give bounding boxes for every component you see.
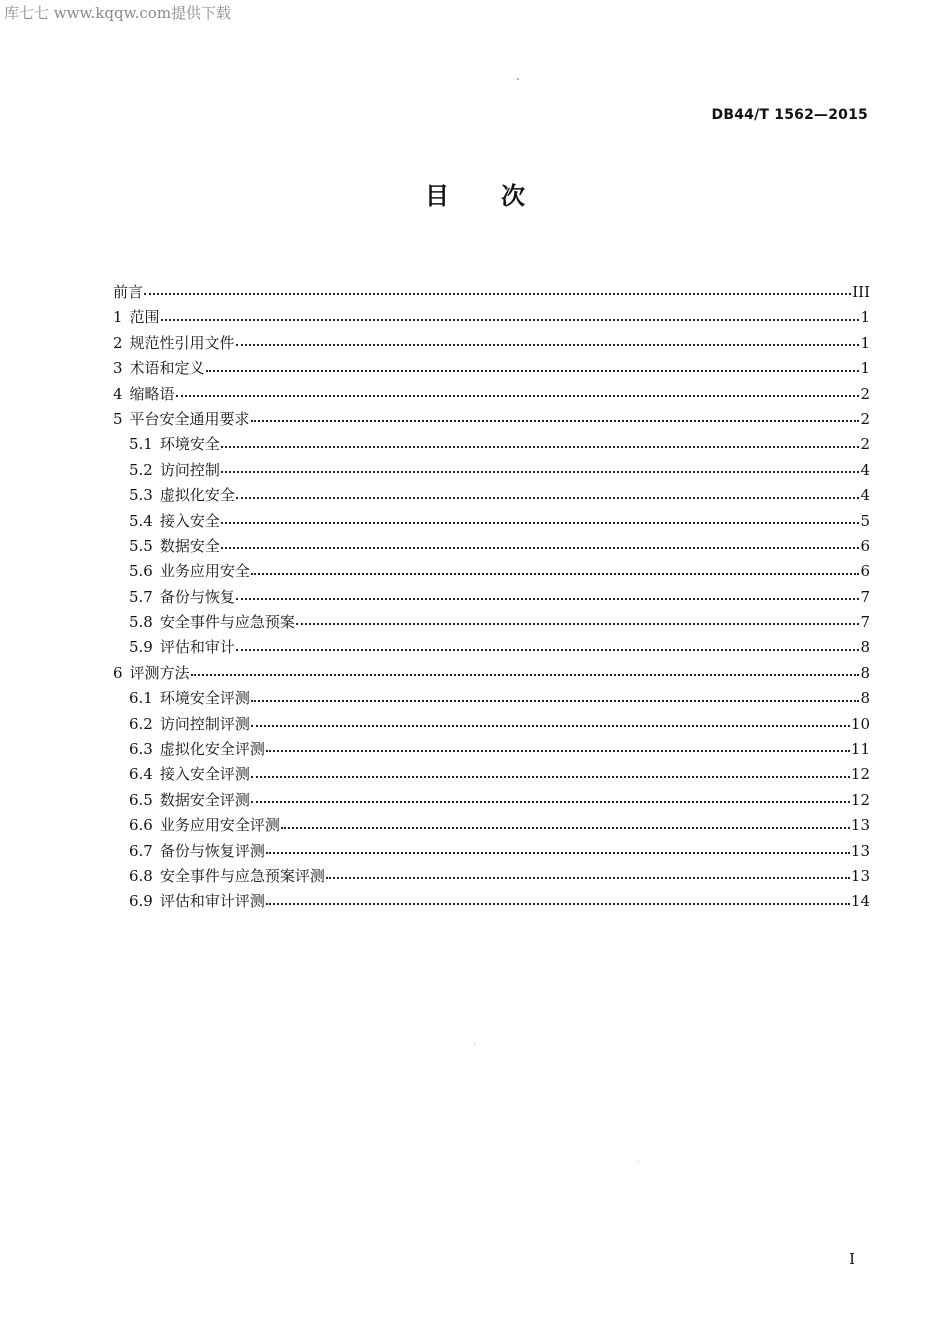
toc-entry-number: 6.6: [129, 816, 153, 835]
toc-dot-leader: [221, 522, 860, 524]
toc-entry[interactable]: [113, 305, 870, 330]
toc-entry-title: 业务应用安全: [159, 562, 250, 581]
toc-entry-number: 6.1: [129, 689, 153, 708]
toc-entry[interactable]: [113, 483, 870, 508]
toc-dot-leader: [326, 877, 850, 879]
toc-entry-label: [113, 432, 220, 457]
toc-entry-label: [113, 331, 235, 356]
toc-entry-label: [113, 585, 235, 610]
toc-entry-label: [113, 534, 220, 559]
toc-entry-title: 范围: [129, 308, 160, 327]
toc-entry-title: 数据安全: [159, 536, 220, 555]
toc-entry-number: 5.5: [129, 536, 153, 555]
toc-entry[interactable]: [113, 839, 870, 864]
toc-entry-title: 平台安全通用要求: [129, 409, 250, 428]
toc-entry-label: [113, 661, 190, 686]
toc-entry-label: [113, 762, 250, 787]
toc-entry-label: [113, 458, 220, 483]
toc-entry-label: [113, 864, 325, 889]
toc-entry-label: [113, 356, 205, 381]
toc-entry-number: 5.2: [129, 460, 153, 479]
page-title-char-1: 目: [425, 182, 449, 210]
toc-entry-page: 13: [850, 866, 870, 885]
toc-entry[interactable]: [113, 813, 870, 838]
toc-entry[interactable]: [113, 610, 870, 635]
toc-entry-title: 前言: [113, 283, 144, 301]
toc-entry-number: 6: [113, 663, 123, 682]
toc-entry-title: 备份与恢复评测: [159, 841, 265, 860]
toc-entry-number: 6.3: [129, 740, 153, 759]
toc-entry[interactable]: [113, 686, 870, 711]
toc-entry[interactable]: [113, 331, 870, 356]
toc-entry-title: 安全事件与应急预案评测: [159, 866, 325, 885]
toc-entry-page: 13: [850, 841, 870, 860]
toc-entry-number: 6.5: [129, 790, 153, 809]
document-number: DB44/T 1562—2015: [711, 107, 868, 123]
toc-entry-title: 接入安全评测: [159, 765, 250, 784]
toc-entry[interactable]: [113, 889, 870, 914]
toc-entry[interactable]: [113, 458, 870, 483]
toc-entry-page: 11: [850, 740, 870, 759]
toc-entry-title: 虚拟化安全: [159, 486, 235, 505]
toc-entry-page: 5: [860, 511, 870, 530]
toc-entry-page: 2: [860, 435, 870, 454]
toc-entry[interactable]: [113, 509, 870, 534]
toc-entry-page: 6: [860, 562, 870, 581]
toc-entry-label: [113, 559, 250, 584]
toc-dot-leader: [251, 420, 860, 422]
toc-entry-title: 评估和审计: [159, 638, 235, 657]
toc-dot-leader: [266, 750, 850, 752]
toc-dot-leader: [236, 598, 860, 600]
toc-dot-leader: [221, 446, 860, 448]
toc-dot-leader: [251, 776, 850, 778]
toc-entry[interactable]: [113, 559, 870, 584]
toc-entry[interactable]: [113, 788, 870, 813]
toc-dot-leader: [221, 547, 860, 549]
toc-dot-leader: [236, 497, 860, 499]
toc-entry-label: [113, 839, 265, 864]
toc-entry-page: 7: [860, 613, 870, 632]
toc-entry-page: 7: [860, 587, 870, 606]
toc-entry-title: 缩略语: [129, 384, 175, 403]
watermark-text: 库七七 www.kqqw.com提供下载: [4, 4, 232, 22]
toc-entry-title: 评测方法: [129, 663, 190, 682]
toc-dot-leader: [266, 903, 850, 905]
toc-dot-leader: [251, 725, 850, 727]
toc-entry-label: [113, 280, 143, 305]
toc-entry-page: 4: [860, 486, 870, 505]
toc-entry[interactable]: [113, 280, 870, 305]
toc-entry[interactable]: [113, 712, 870, 737]
toc-entry[interactable]: [113, 356, 870, 381]
toc-entry-page: III: [852, 283, 870, 301]
toc-entry[interactable]: [113, 762, 870, 787]
toc-dot-leader: [236, 649, 860, 651]
toc-dot-leader: [191, 674, 860, 676]
toc-dot-leader: [221, 471, 860, 473]
table-of-contents: [113, 280, 870, 915]
toc-entry-page: 8: [860, 689, 870, 708]
toc-entry-title: 术语和定义: [129, 359, 205, 378]
toc-entry[interactable]: [113, 534, 870, 559]
toc-entry-number: 2: [113, 333, 123, 352]
toc-entry-label: [113, 610, 295, 635]
toc-entry-label: [113, 305, 160, 330]
toc-entry-number: 6.2: [129, 714, 153, 733]
toc-entry-number: 6.9: [129, 892, 153, 911]
toc-entry[interactable]: [113, 864, 870, 889]
toc-dot-leader: [236, 344, 860, 346]
toc-entry-number: 6.7: [129, 841, 153, 860]
toc-entry-title: 接入安全: [159, 511, 220, 530]
toc-entry-label: [113, 483, 235, 508]
toc-entry-title: 环境安全: [159, 435, 220, 454]
toc-entry-number: 5.3: [129, 486, 153, 505]
toc-entry-title: 访问控制评测: [159, 714, 250, 733]
toc-entry-page: 8: [860, 663, 870, 682]
toc-entry-number: 5.9: [129, 638, 153, 657]
toc-entry-page: 1: [860, 359, 870, 378]
toc-entry-title: 数据安全评测: [159, 790, 250, 809]
toc-entry-page: 13: [850, 816, 870, 835]
toc-entry-label: [113, 635, 235, 660]
toc-dot-leader: [161, 319, 860, 321]
toc-entry-title: 虚拟化安全评测: [159, 740, 265, 759]
toc-entry-label: [113, 889, 265, 914]
toc-entry[interactable]: [113, 585, 870, 610]
toc-dot-leader: [296, 623, 860, 625]
toc-entry-number: 3: [113, 359, 123, 378]
toc-entry-label: [113, 509, 220, 534]
toc-entry-title: 规范性引用文件: [129, 333, 235, 352]
toc-entry[interactable]: [113, 407, 870, 432]
toc-entry[interactable]: [113, 737, 870, 762]
toc-entry-title: 备份与恢复: [159, 587, 235, 606]
toc-entry-title: 访问控制: [159, 460, 220, 479]
toc-entry-number: 6.8: [129, 866, 153, 885]
page-title: [0, 180, 950, 212]
toc-entry-number: 4: [113, 384, 123, 403]
toc-entry-number: 5.1: [129, 435, 153, 454]
toc-entry-page: 2: [860, 409, 870, 428]
toc-dot-leader: [206, 370, 860, 372]
toc-entry-page: 4: [860, 460, 870, 479]
toc-entry[interactable]: [113, 382, 870, 407]
toc-dot-leader: [251, 700, 860, 702]
toc-entry-title: 评估和审计评测: [159, 892, 265, 911]
toc-entry[interactable]: [113, 432, 870, 457]
toc-entry-label: [113, 407, 250, 432]
toc-entry[interactable]: [113, 661, 870, 686]
toc-entry-page: 1: [860, 308, 870, 327]
toc-dot-leader: [281, 827, 850, 829]
page-title-char-2: 次: [501, 182, 525, 210]
toc-entry-title: 业务应用安全评测: [159, 816, 280, 835]
toc-entry-page: 14: [850, 892, 870, 911]
toc-entry-number: 5.8: [129, 613, 153, 632]
toc-entry-page: 12: [850, 790, 870, 809]
toc-entry-label: [113, 737, 265, 762]
toc-entry-label: [113, 813, 280, 838]
page-number: I: [849, 1250, 855, 1268]
toc-entry-page: 1: [860, 333, 870, 352]
toc-entry-number: 5: [113, 409, 123, 428]
toc-entry-number: 6.4: [129, 765, 153, 784]
toc-entry-number: 1: [113, 308, 123, 327]
toc-entry-number: 5.6: [129, 562, 153, 581]
toc-entry-label: [113, 382, 175, 407]
toc-entry-label: [113, 686, 250, 711]
toc-entry-page: 6: [860, 536, 870, 555]
toc-entry-title: 安全事件与应急预案: [159, 613, 295, 632]
toc-entry-page: 12: [850, 765, 870, 784]
toc-entry-number: 5.4: [129, 511, 153, 530]
toc-entry-page: 8: [860, 638, 870, 657]
toc-dot-leader: [266, 852, 850, 854]
toc-entry-label: [113, 712, 250, 737]
toc-entry-title: 环境安全评测: [159, 689, 250, 708]
toc-entry[interactable]: [113, 635, 870, 660]
toc-entry-page: 2: [860, 384, 870, 403]
toc-entry-number: 5.7: [129, 587, 153, 606]
toc-dot-leader: [251, 801, 850, 803]
toc-dot-leader: [176, 395, 860, 397]
toc-entry-page: 10: [850, 714, 870, 733]
toc-dot-leader: [144, 293, 851, 295]
toc-entry-label: [113, 788, 250, 813]
toc-dot-leader: [251, 573, 860, 575]
